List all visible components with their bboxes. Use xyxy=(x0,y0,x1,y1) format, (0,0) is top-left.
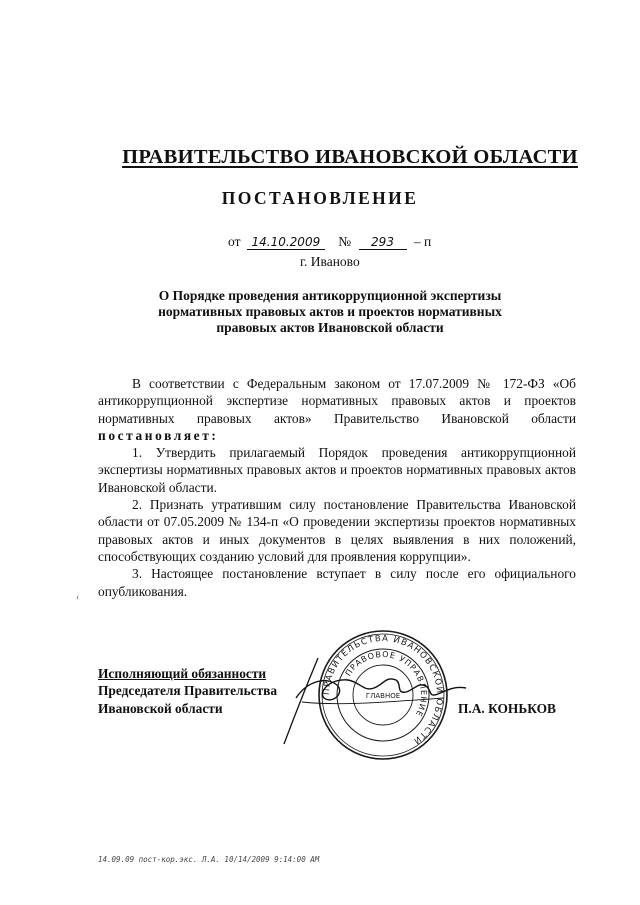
number-prefix: № xyxy=(338,234,352,249)
resolution-subject xyxy=(120,288,540,336)
resolution-body xyxy=(98,375,576,600)
item-2-paragraph: 2. Признать утратившим силу постановление Правительства Ивановской области от 07.05.2009 № 134-п «О проведении экспертизы проектов нормативных правовых актов и иных документов в целях выявления в них положений, способствующих созданию условий для проявления коррупции». xyxy=(98,497,576,564)
seal-center-text: ГЛАВНОЕ xyxy=(365,692,401,700)
seal-outer-text: ПРАВИТЕЛЬСТВА ИВАНОВСКОЙ ОБЛАСТИ xyxy=(321,633,445,747)
subject-line-3: правовых актов Ивановской области xyxy=(216,320,444,335)
date-number-line xyxy=(228,234,431,250)
document-type-title: ПОСТАНОВЛЕНИЕ xyxy=(221,188,419,208)
handwritten-date: 14.10.2009 xyxy=(247,235,325,250)
preamble-paragraph xyxy=(98,375,576,444)
signatory-line-1: Исполняющий обязанности xyxy=(98,666,267,681)
signatory-title-block xyxy=(98,665,277,717)
city-line: г. Иваново xyxy=(300,254,360,269)
file-footer: 14.09.09 пост-кор.экс. Л.А. 10/14/2009 9:14:00 AM xyxy=(98,855,320,864)
resolves-word: постановляет: xyxy=(98,427,219,443)
handwritten-number: 293 xyxy=(359,235,407,250)
scan-mark: ‹ xyxy=(76,592,80,603)
seal-middle-text: ПРАВОВОЕ УПРАВЛЕНИЕ xyxy=(343,649,429,719)
date-prefix: от xyxy=(228,234,241,249)
signatory-line-2: Председателя Правительства xyxy=(98,683,278,699)
signatory-line-3: Ивановской области xyxy=(98,700,223,716)
item-1-paragraph: 1. Утвердить прилагаемый Порядок проведения антикоррупционной экспертизы нормативных правовых актов и проектов нормативных правовых актов Ивановской области. xyxy=(98,445,576,495)
signatory-name: П.А. КОНЬКОВ xyxy=(458,701,556,716)
subject-line-2: нормативных правовых актов и проектов нормативных xyxy=(158,304,502,319)
handwritten-signature xyxy=(268,649,478,748)
preamble-text: В соответствии с Федеральным законом от 17.07.2009 № 172-ФЗ «Об антикоррупционной экспертизе нормативных правовых актов и проектов нормативных правовых актов» Правительство Ивановской области xyxy=(98,376,576,426)
issuing-authority: ПРАВИТЕЛЬСТВО ИВАНОВСКОЙ ОБЛАСТИ xyxy=(122,146,578,168)
number-suffix: – п xyxy=(413,234,432,249)
subject-line-1: О Порядке проведения антикоррупционной экспертизы xyxy=(158,288,502,303)
item-3-paragraph: 3. Настоящее постановление вступает в силу после его официального опубликования. xyxy=(98,566,576,599)
